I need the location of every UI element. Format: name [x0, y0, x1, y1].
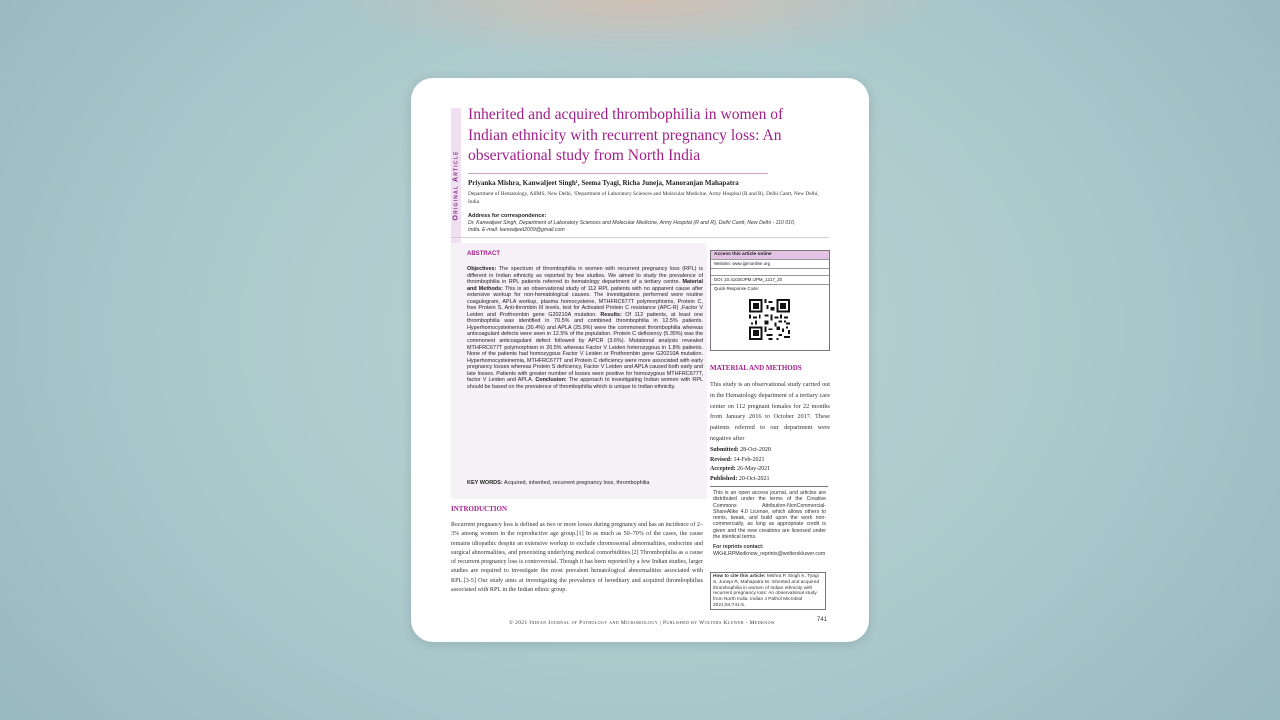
qr-code-icon: [749, 299, 790, 340]
qr-label: Quick Response Code:: [711, 284, 829, 293]
objectives-label: Objectives:: [467, 266, 497, 272]
results-label: Results:: [600, 311, 622, 318]
introduction-heading: INTRODUCTION: [451, 505, 508, 513]
correspondence-label: Address for correspondence:: [468, 213, 547, 219]
article-dates: [710, 446, 830, 484]
citation-label: How to cite this article:: [713, 574, 766, 579]
keywords-text: Acquired, inherited, recurrent pregnancy loss, thrombophilia: [503, 480, 650, 486]
citation-text: Mishra P, Singh K, Tyagi S, Juneja R, Mahapatra M. Inherited and acquired thrombophilia in women of Indian ethnicity with recurrent pregnancy loss: An observational study from North India. Indian J Pathol Microbiol 2021;64:741-5.: [713, 574, 820, 608]
title-divider: [468, 173, 768, 174]
reprints-email[interactable]: WKHLRPMedknow_reprints@wolterskluwer.com: [713, 550, 826, 557]
article-type-label: Original Article: [452, 150, 460, 221]
article-title: Inherited and acquired thrombophilia in women of Indian ethnicity with recurrent pregnancy loss: An observational study from North India: [468, 106, 784, 164]
license-text: This is an open access journal, and articles are distributed under the terms of the Creative Commons Attribution-NonCommercial-ShareAlike 4.0 License, which allows others to remix, tweak, and build upon the work non-commercially, as long as appropriate credit is given and the new creations are licensed under the identical terms.: [713, 490, 826, 541]
abstract-box: [451, 243, 707, 499]
methods-body: This study is an observational study carried out in the Hematology department of a tertiary care center on 112 pregnant females for 22 months from January 2016 to October 2017. These patients referred to our department were negative after: [710, 381, 830, 442]
journal-footer: © 2021 Indian Journal of Pathology and Microbiology | Published by Wolters Kluwer - Medknow: [508, 620, 776, 626]
open-access-notice: [710, 486, 828, 560]
access-online-box: [710, 250, 830, 351]
abstract-heading: ABSTRACT: [467, 251, 500, 257]
doi-link[interactable]: DOI: 10.4103/IJPM.IJPM_1217_20: [711, 275, 829, 284]
author-list: Priyanka Mishra, Kanwaljeet Singh¹, Seema Tyagi, Richa Juneja, Manoranjan Mahapatra: [468, 179, 739, 187]
access-spacer-row: [711, 268, 829, 275]
access-online-heading: Access this article online: [711, 251, 829, 259]
abstract-text: [467, 266, 703, 390]
methods-heading: MATERIAL AND METHODS: [710, 364, 802, 372]
results-text: Of 112 patients, at least one thrombophilia was identified in 70.5% and combined thrombophilia in 12.5% patients. Hyperhomocysteinemia (30.4%) and APLA (25.9%) were the commonest thrombophilia whereas anticoagulant defects were seen in 12.5% of the population. Protein C deficiency (5.35%) was the commonest anticoagulant defect followed by APCR (3.6%). Mutational analysis revealed MTHFRC677T polymorphism in 20.5% whereas Factor V Leiden heterozygous in 1.8% patients. None of the patients had homozygous Factor V Leiden or Prothrombin gene G20210A mutation. Hyperhomocysteinemia, MTHFRC677T and Protein C deficiency were more associated with early pregnancy losses whereas Protein S deficiency, Factor V Leiden and APLA caused both early and late losses. Patients with greater number of losses were positive for homozygous MTHFRC677T, factor V Leiden and APLA.: [467, 311, 703, 384]
methods-text: This is an observational study of 112 RPL patients with no apparent cause after extensive workup for non-hematological causes. The investigations performed were routine coagulogram, APLA workup, plasma homocysteine, MTHFRC677T polymorphisms, Protein C, free Protein S, Anti-thrombin III levels, test for Activated Protein C resistance (APC-R) ,Factor V Leiden and Prothrombin gene G20210A mutation.: [467, 285, 703, 318]
keywords-label: KEY WORDS:: [467, 480, 503, 486]
affiliations: Department of Hematology, AIIMS, New Delhi, ¹Department of Laboratory Sciences and Molecular Medicine, Army Hospital (R and R), Delhi Cantt, New Delhi, India: [468, 191, 819, 205]
correspondence-address: Dr. Kanwaljeet Singh, Department of Laboratory Sciences and Molecular Medicine, Army Hospital (R and R), Delhi Cantt, New Delhi - 110 010, India. E-mail: kanwaljeet2009@gmail.com: [468, 220, 796, 233]
revised-date: Revised: 14-Feb-2021: [710, 456, 765, 463]
objectives-text: The spectrum of thrombophilia in women with recurrent pregnancy loss (RPL) is different in Indian ethnicity as reported by few studies. We aimed to study the prevalence of thrombophilia in RPL patients referred to hematology department of a tertiary centre.: [467, 266, 703, 286]
methods-label: Material and Methods:: [467, 279, 704, 292]
submitted-date: Submitted: 28-Oct-2020: [710, 447, 771, 453]
keywords: [467, 480, 703, 486]
document-page: [411, 78, 869, 642]
introduction-body: Recurrent pregnancy loss is defined as two or more losses during pregnancy and has an incidence of 2–3% among women in the reproductive age group.[1] In as much as 50–70% of the cases, the cause remains idiopathic despite an extensive workup to exclude chromosomal abnormalities, endocrine and surgical abnormalities, and preexisting underlying medical comorbidities.[2] Thrombophilia as a cause of recurrent pregnancy loss is controversial. Though it has been reported by a few Indian studies, larger studies are required to investigate the most prevalent hematological abnormalities associated with RPL.[3-5] Our study aims at investigating the prevalence of hereditary and acquired thrombophilias associated with RPL in the Indian ethnic group.: [451, 522, 703, 594]
published-date: Published: 20-Oct-2021: [710, 475, 770, 482]
conclusion-label: Conclusion:: [535, 377, 567, 384]
page-number: 741: [817, 617, 828, 623]
website-link[interactable]: Website: www.ijpmonline.org: [711, 259, 829, 268]
reprints-contact: [710, 540, 828, 560]
conclusion-text: The approach to investigating Indian women with RPL should be based on the prevalence of thrombophilia which is unique to Indian ethnicity.: [467, 377, 703, 390]
reprints-label: For reprints contact:: [713, 544, 764, 551]
accepted-date: Accepted: 26-May-2021: [710, 466, 771, 472]
citation-box: [710, 572, 826, 610]
abstract-divider: [451, 237, 829, 238]
